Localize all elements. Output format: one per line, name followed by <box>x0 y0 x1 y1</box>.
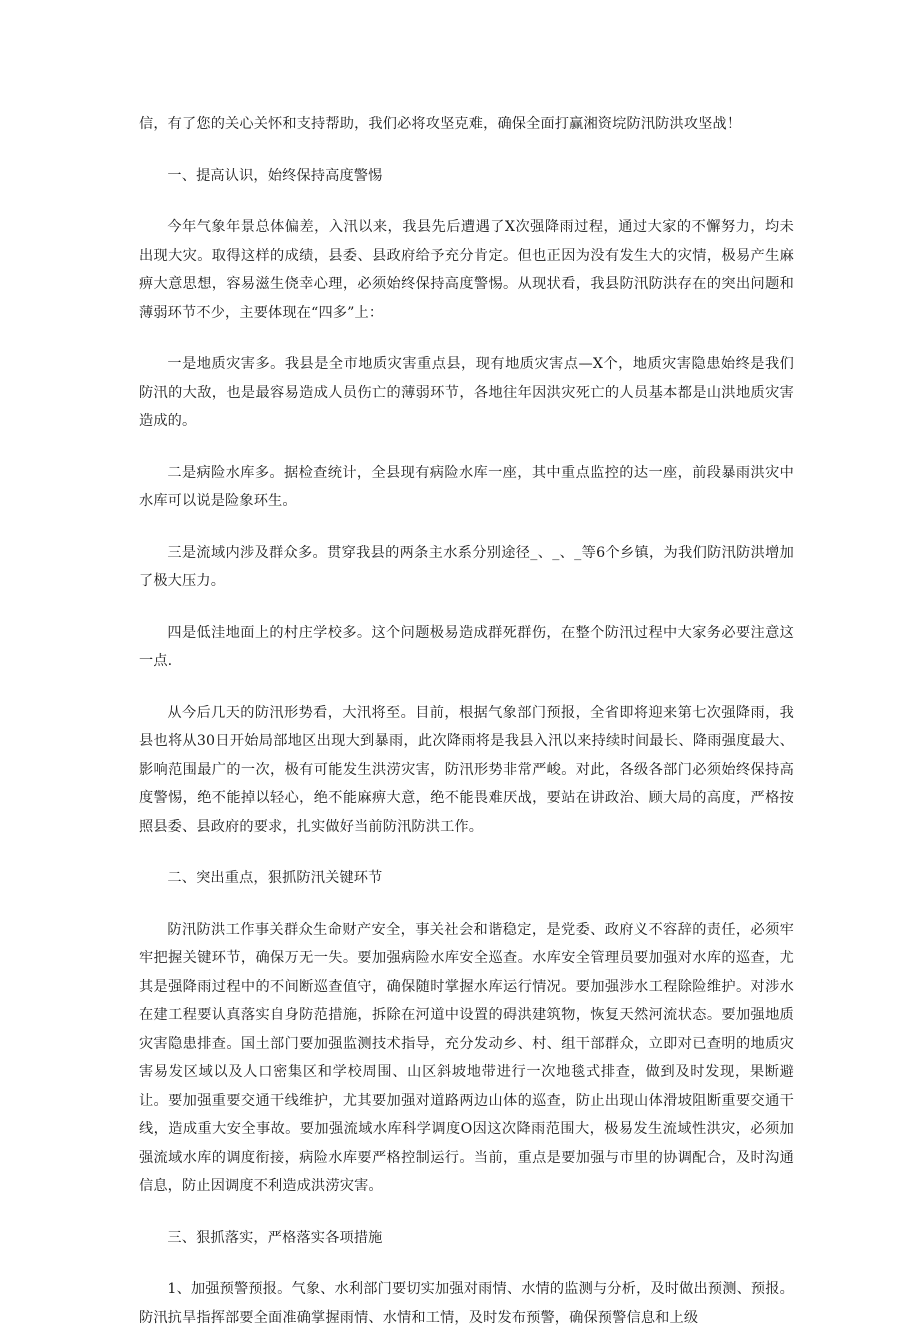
paragraph-low-lying-villages: 四是低洼地面上的村庄学校多。这个问题极易造成群死群伤，在整个防汛过程中大家务必要注意这一点. <box>139 624 794 669</box>
paragraph-continuation: 信，有了您的关心关怀和支持帮助，我们必将攻坚克难，确保全面打赢湘资垸防汛防洪攻坚战！ <box>139 116 742 132</box>
section-heading-1: 一、提高认识，始终保持高度警惕 <box>167 167 383 184</box>
paragraph-weather-overview: 今年气象年景总体偏差，入汛以来，我县先后遭遇了X次强降雨过程，通过大家的不懈努力，均未出现大灾。取得这样的成绩，县委、县政府给予充分肯定。但也正因为没有发生大的灾情，极易产生麻痹大意思想，容易滋生侥幸心理，必须始终保持高度警惕。从现状看，我县防汛防洪存在的突出问题和薄弱环节不少，主要体现在“四多”上： <box>139 219 794 321</box>
paragraph-flood-outlook: 从今后几天的防汛形势看，大汛将至。目前，根据气象部门预报，全省即将迎来第七次强降雨，我县也将从30日开始局部地区出现大到暴雨，此次降雨将是我县入汛以来持续时间最长、降雨强度最大、影响范围最广的一次，极有可能发生洪涝灾害，防汛形势非常严峻。对此，各级各部门必须始终保持高度警惕，绝不能掉以轻心，绝不能麻痹大意，绝不能畏难厌战，要站在讲政治、顾大局的高度，严格按照县委、县政府的要求，扎实做好当前防汛防洪工作。 <box>139 704 794 835</box>
section-heading-2: 二、突出重点，狠抓防汛关键环节 <box>167 870 383 886</box>
paragraph-early-warning: 1、加强预警预报。气象、水利部门要切实加强对雨情、水情的监测与分析，及时做出预测、预报。防汛抗旱指挥部要全面准确掌握雨情、水情和工情，及时发布预警，确保预警信息和上级 <box>139 1281 794 1326</box>
document-page <box>139 110 794 1332</box>
paragraph-reservoirs: 二是病险水库多。据检查统计，全县现有病险水库一座，其中重点监控的达一座，前段暴雨洪灾中水库可以说是险象环生。 <box>139 464 794 509</box>
section-heading-3: 三、狠抓落实，严格落实各项措施 <box>167 1229 383 1246</box>
paragraph-geologic-hazards: 一是地质灾害多。我县是全市地质灾害重点县，现有地质灾害点—X个，地质灾害隐患始终是我们防汛的大敌，也是最容易造成人员伤亡的薄弱环节，各地往年因洪灾死亡的人员基本都是山洪地质灾害造成的。 <box>139 356 794 429</box>
paragraph-river-basin: 三是流域内涉及群众多。贯穿我县的两条主水系分别途径_、_、_等6个乡镇，为我们防汛防洪增加了极大压力。 <box>139 544 794 589</box>
paragraph-key-measures: 防汛防洪工作事关群众生命财产安全，事关社会和谐稳定，是党委、政府义不容辞的责任，必须牢牢把握关键环节，确保万无一失。要加强病险水库安全巡查。水库安全管理员要加强对水库的巡查，尤其是强降雨过程中的不间断巡查值守，确保随时掌握水库运行情况。要加强涉水工程除险维护。对涉水在建工程要认真落实自身防范措施，拆除在河道中设置的碍洪建筑物，恢复天然河流状态。要加强地质灾害隐患排查。国土部门要加强监测技术指导，充分发动乡、村、组干部群众，立即对已查明的地质灾害易发区域以及人口密集区和学校周围、山区斜坡地带进行一次地毯式排查，做到及时发现，果断避让。要加强重要交通干线维护，尤其要加强对道路两边山体的巡查，防止出现山体滑坡阻断重要交通干线，造成重大安全事故。要加强流域水库科学调度O因这次降雨范围大，极易发生流域性洪灾，必须加强流域水库的调度衔接，病险水库要严格控制运行。当前，重点是要加强与市里的协调配合，及时沟通信息，防止因调度不利造成洪涝灾害。 <box>139 921 794 1194</box>
